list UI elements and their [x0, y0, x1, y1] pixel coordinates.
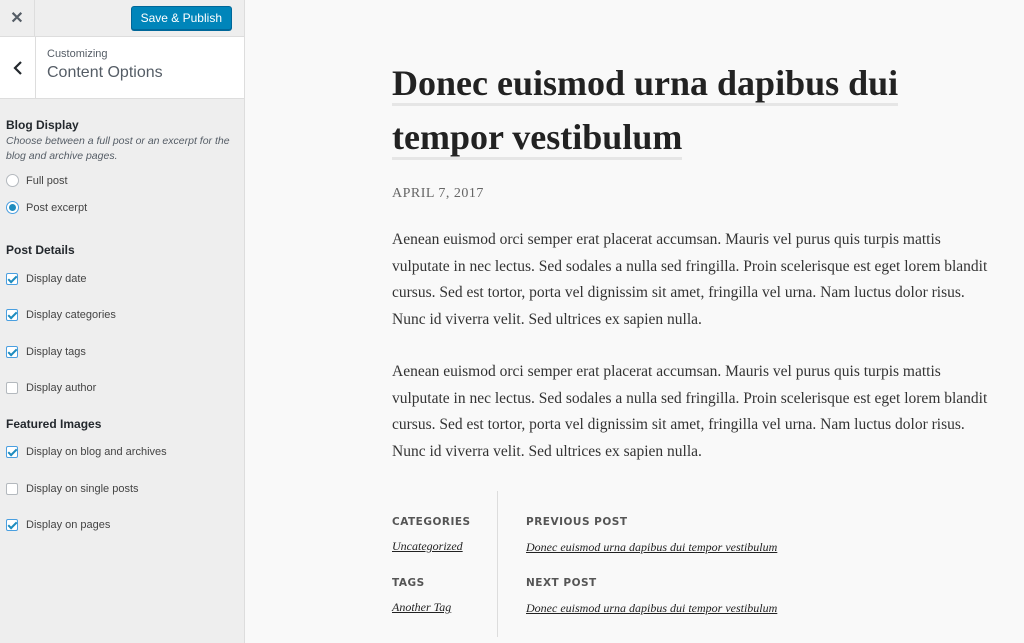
radio-post-excerpt[interactable] [6, 201, 87, 214]
previous-post-label: PREVIOUS POST [526, 516, 628, 528]
blog-display-title: Blog Display [6, 118, 79, 132]
checkbox-label: Display on pages [26, 519, 111, 531]
radio-label: Post excerpt [26, 201, 88, 214]
blog-display-group [6, 118, 238, 164]
categories-label: CATEGORIES [392, 516, 471, 528]
customizer-sidebar [0, 0, 245, 643]
post-details-title: Post Details [6, 243, 75, 257]
checkbox-display-date[interactable] [6, 273, 87, 285]
checkbox-label: Display categories [26, 309, 116, 321]
next-post-link[interactable]: Donec euismod urna dapibus dui tempor vestibulum [526, 601, 778, 615]
checkbox-display-tags[interactable] [6, 346, 86, 358]
radio-full-post[interactable] [6, 174, 68, 187]
post-title-line-1: Donec euismod urna dapibus dui [392, 63, 898, 106]
previous-post-link[interactable]: Donec euismod urna dapibus dui tempor vestibulum [526, 540, 778, 554]
checkbox-label: Display date [26, 273, 87, 285]
post-title [392, 56, 992, 164]
checkbox-pages[interactable] [6, 519, 110, 531]
checkbox[interactable] [6, 346, 18, 358]
post-title-line-2: tempor vestibulum [392, 117, 682, 160]
site-preview [246, 0, 1024, 643]
checkbox[interactable] [6, 382, 18, 394]
next-post-label: NEXT POST [526, 577, 597, 589]
checkbox[interactable] [6, 446, 18, 458]
checkbox[interactable] [6, 483, 18, 495]
post-date: APRIL 7, 2017 [392, 186, 484, 201]
checkbox-label: Display on blog and archives [26, 446, 167, 458]
checkbox-display-categories[interactable] [6, 309, 116, 321]
close-icon[interactable]: ✕ [0, 0, 35, 36]
save-publish-button[interactable]: Save & Publish [131, 6, 232, 30]
customizer-topbar [0, 0, 244, 37]
tag-link[interactable]: Another Tag [392, 600, 452, 614]
post-paragraph: Aenean euismod orci semper erat placerat accumsan. Mauris vel purus quis turpis mattis vulputate in nec lectus. Sed sodales a nulla sed fringilla. Proin scelerisque est eget lorem blandit cursus. Sed est tortor, porta vel dignissim sit amet, fringilla vel urna. Nam luctus dolor risus. Nunc id viverra velit. Sed ultrices ex sapien nulla. [392, 363, 988, 460]
checkbox-label: Display author [26, 382, 97, 394]
blog-display-description: Choose between a full post or an excerpt for the blog and archive pages. [6, 135, 230, 162]
section-subtitle: Customizing [47, 48, 108, 60]
section-title: Content Options [47, 64, 163, 81]
checkbox-single-posts[interactable] [6, 483, 139, 495]
checkbox-label: Display on single posts [26, 483, 139, 495]
section-titles [47, 48, 163, 82]
checkbox-blog-archives[interactable] [6, 446, 167, 458]
section-header [0, 37, 244, 99]
checkbox[interactable] [6, 273, 18, 285]
tags-label: TAGS [392, 577, 425, 589]
radio-button[interactable] [6, 201, 19, 214]
category-link[interactable]: Uncategorized [392, 539, 463, 553]
checkbox[interactable] [6, 309, 18, 321]
checkbox[interactable] [6, 519, 18, 531]
radio-label: Full post [26, 174, 68, 187]
featured-images-title: Featured Images [6, 417, 102, 431]
post-paragraph: Aenean euismod orci semper erat placerat accumsan. Mauris vel purus quis turpis mattis vulputate in nec lectus. Sed sodales a nulla sed fringilla. Proin scelerisque est eget lorem blandit cursus. Sed est tortor, porta vel dignissim sit amet, fringilla vel urna. Nam luctus dolor risus. Nunc id viverra velit. Sed ultrices ex sapien nulla. [392, 231, 988, 328]
back-button[interactable] [0, 37, 36, 98]
checkbox-display-author[interactable] [6, 382, 96, 394]
meta-divider [497, 491, 498, 637]
checkbox-label: Display tags [26, 346, 86, 358]
radio-button[interactable] [6, 174, 19, 187]
chevron-left-icon [13, 61, 23, 75]
